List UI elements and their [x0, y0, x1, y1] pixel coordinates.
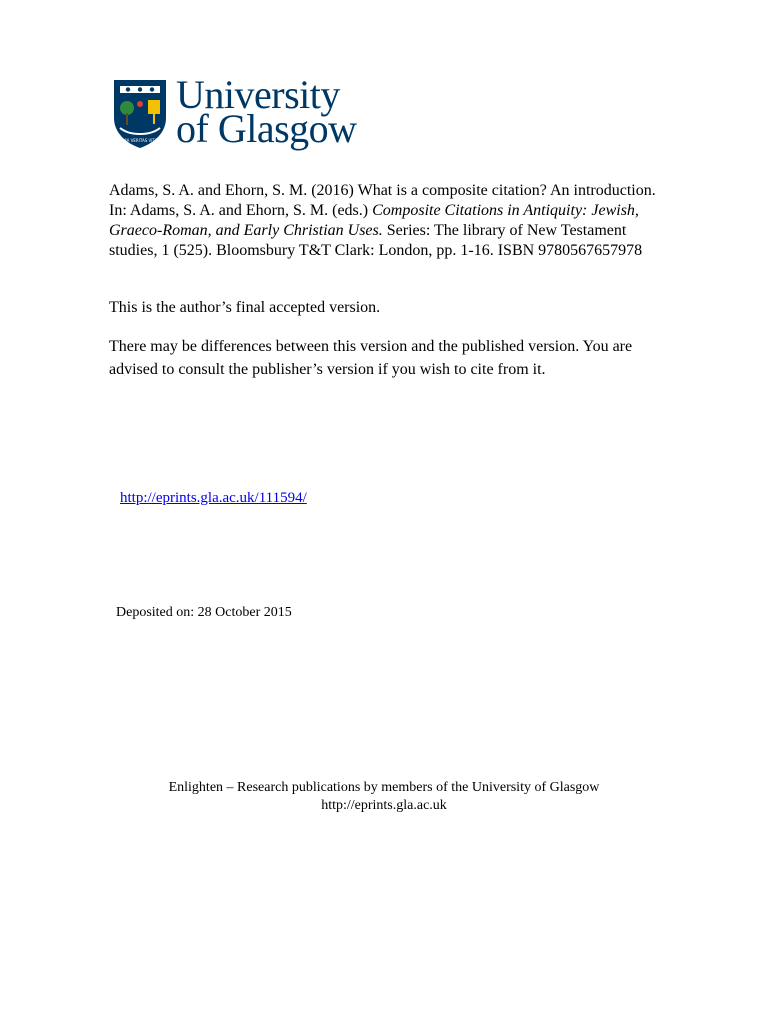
- footer: [84, 779, 684, 815]
- citation: [109, 181, 669, 261]
- wordmark-line-1: University: [176, 72, 340, 117]
- footer-url[interactable]: http://eprints.gla.ac.uk: [321, 798, 447, 813]
- university-crest-icon: [112, 78, 168, 150]
- wordmark-line-2: of Glasgow: [176, 106, 357, 151]
- differences-notice: There may be differences between this version and the published version. You are advised to consult the publisher’s version if you wish to cite from it.: [109, 338, 633, 378]
- eprint-link[interactable]: http://eprints.gla.ac.uk/111594/: [120, 490, 307, 506]
- university-logo: [112, 72, 357, 151]
- citation-series-publisher: Series: The library of New Testament studies, 1 (525). Bloomsbury T&T Clark: London, pp. 1-16. ISBN 9780567657978: [109, 222, 643, 259]
- crest-motto: VIA VERITAS VITA: [122, 138, 158, 143]
- deposit-date: Deposited on: 28 October 2015: [116, 605, 292, 620]
- footer-line-1: Enlighten – Research publications by members of the University of Glasgow: [168, 780, 600, 795]
- citation-authors-chapter: Adams, S. A. and Ehorn, S. M. (2016) What is a composite citation? An introduction. In: Adams, S. A. and Ehorn, S. M. (eds.): [109, 182, 656, 219]
- citation-book-title: Composite Citations in Antiquity: Jewish, Graeco-Roman, and Early Christian Uses.: [109, 202, 639, 239]
- version-notice: This is the author’s final accepted version.: [109, 299, 381, 316]
- university-wordmark: [176, 72, 357, 151]
